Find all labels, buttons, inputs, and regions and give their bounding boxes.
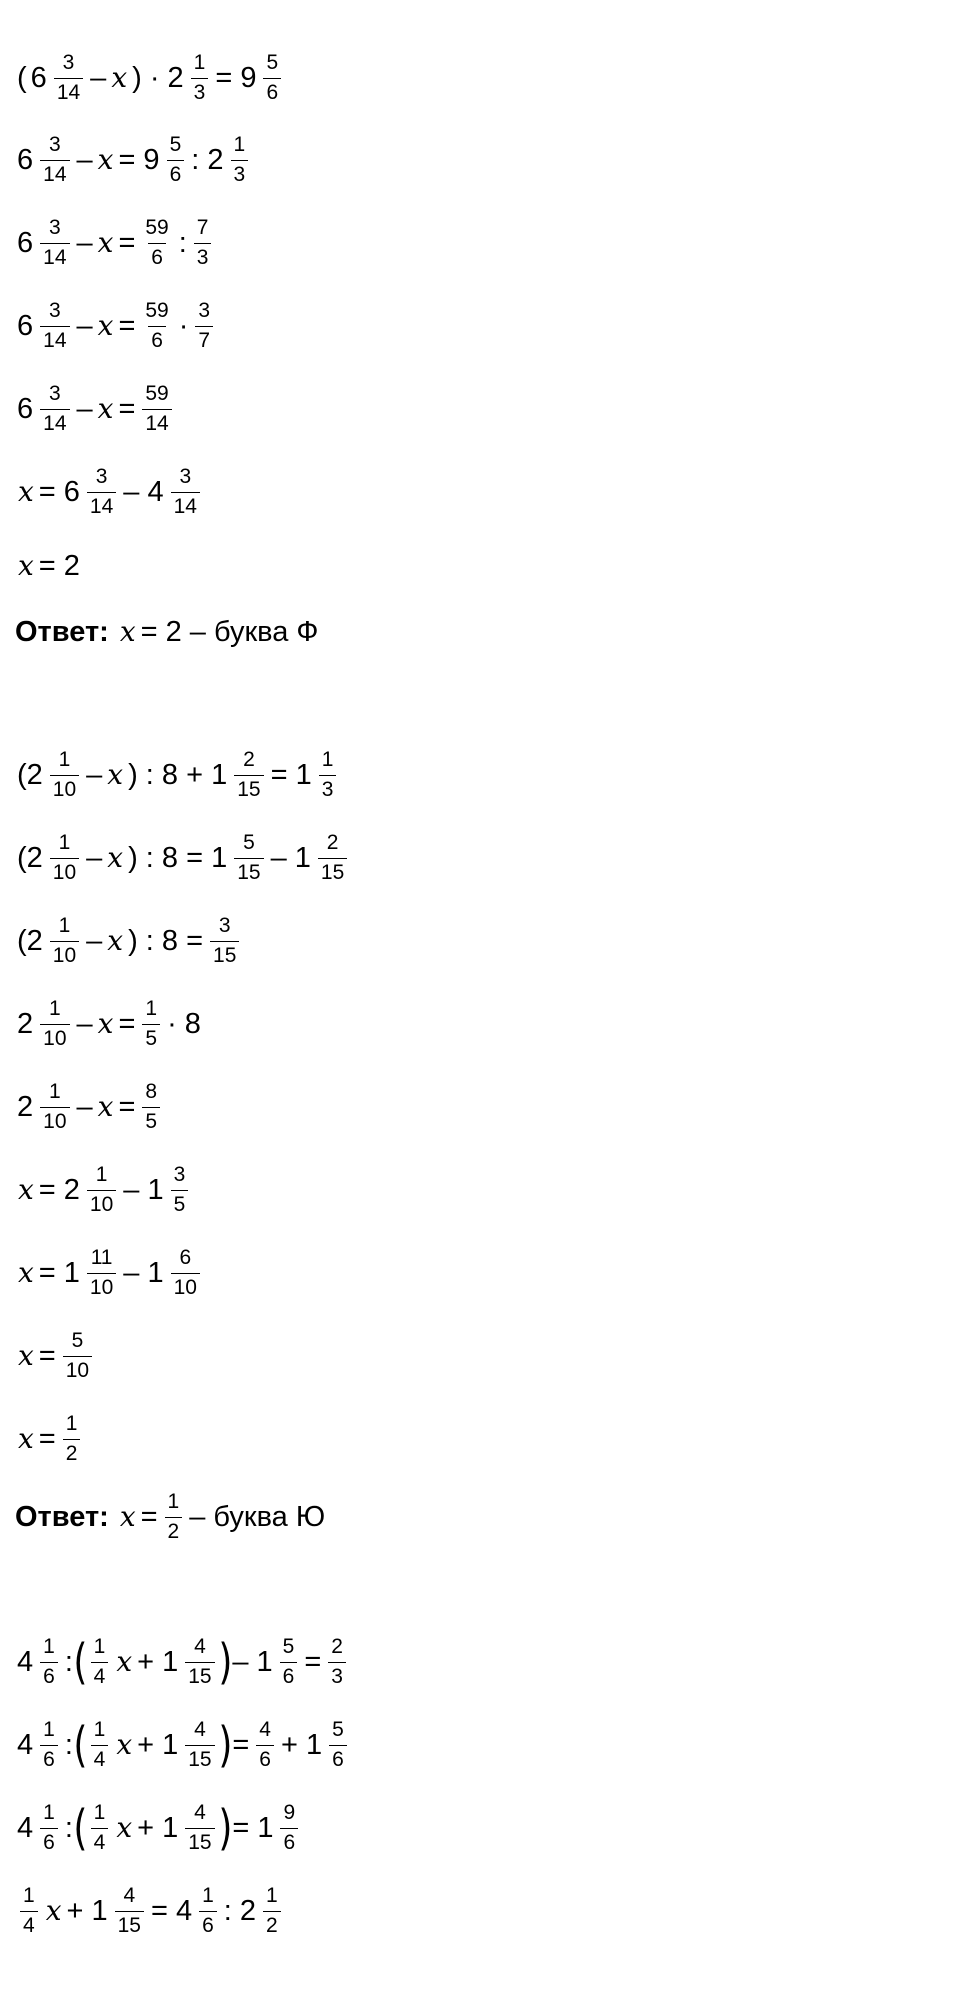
- math-text: = 2: [38, 1173, 80, 1206]
- fraction: [91, 1636, 109, 1687]
- variable: x: [18, 475, 34, 508]
- math-text: –: [76, 143, 93, 176]
- equation-line: [15, 1788, 303, 1868]
- math-text: –: [76, 309, 93, 342]
- equation-line: [15, 1316, 97, 1396]
- fraction: [63, 1413, 81, 1464]
- variable: x: [18, 1339, 34, 1372]
- variable: x: [45, 1894, 62, 1927]
- math-text: = 9: [215, 61, 257, 94]
- math-text: –: [76, 1090, 93, 1123]
- denominator: 10: [40, 1024, 69, 1050]
- denominator: 7: [195, 326, 213, 352]
- math-text: 4: [17, 1645, 34, 1678]
- math-text: =: [38, 1422, 56, 1455]
- numerator: 1: [145, 997, 158, 1021]
- equation-line: [15, 1622, 351, 1702]
- denominator: 10: [40, 1107, 69, 1133]
- math-text: · 8: [167, 1007, 201, 1040]
- variable: x: [97, 226, 114, 259]
- variable: x: [18, 1256, 34, 1289]
- math-text: + 1: [137, 1645, 179, 1678]
- variable: x: [116, 1728, 133, 1761]
- fraction: [210, 915, 239, 966]
- math-text: 6: [30, 61, 47, 94]
- fraction: [87, 1164, 116, 1215]
- denominator: 3: [319, 775, 337, 801]
- variable: x: [97, 143, 114, 176]
- math-text: – 4: [123, 475, 164, 508]
- numerator: 1: [202, 1884, 214, 1908]
- fraction: [256, 1719, 274, 1770]
- numerator: 5: [71, 1329, 84, 1353]
- denominator: 15: [210, 941, 239, 967]
- math-text: ) · 2: [132, 61, 184, 94]
- fraction: [280, 1636, 298, 1687]
- numerator: 4: [194, 1801, 206, 1825]
- fraction: [199, 1885, 217, 1936]
- denominator: 15: [185, 1662, 214, 1688]
- fraction: [142, 217, 171, 268]
- fraction: [263, 52, 281, 103]
- math-text: :: [64, 1645, 73, 1678]
- denominator: 14: [142, 409, 171, 435]
- denominator: 10: [50, 775, 79, 801]
- denominator: 4: [20, 1911, 38, 1937]
- denominator: 6: [199, 1911, 217, 1937]
- math-text: 6: [17, 143, 34, 176]
- math-text: –: [86, 758, 103, 791]
- equation-line: [15, 1705, 352, 1785]
- denominator: 3: [231, 160, 249, 186]
- denominator: 6: [280, 1828, 298, 1854]
- fraction: [167, 134, 185, 185]
- denominator: 4: [91, 1745, 109, 1771]
- fraction: [185, 1802, 214, 1853]
- math-text: – 1: [270, 841, 311, 874]
- math-text: : 2: [191, 143, 224, 176]
- denominator: 15: [234, 858, 263, 884]
- denominator: 15: [234, 775, 263, 801]
- denominator: 14: [40, 409, 69, 435]
- math-text: –: [86, 924, 103, 957]
- numerator: 1: [95, 1163, 108, 1187]
- denominator: 6: [256, 1745, 274, 1771]
- math-text: 6: [17, 392, 34, 425]
- numerator: 1: [58, 831, 71, 855]
- math-text: =: [118, 1090, 136, 1123]
- numerator: 1: [233, 133, 246, 157]
- math-text: = 9: [118, 143, 160, 176]
- math-text: + 1: [137, 1811, 179, 1844]
- math-text: :: [64, 1811, 73, 1844]
- math-text: ) : 8 = 1: [128, 841, 228, 874]
- fraction: [319, 749, 337, 800]
- fraction: [318, 832, 347, 883]
- math-text: (: [17, 61, 27, 94]
- math-text: = 1: [270, 758, 312, 791]
- big-parenthesis: ): [217, 1800, 232, 1856]
- big-parenthesis: (: [73, 1717, 88, 1773]
- denominator: 10: [87, 1273, 116, 1299]
- fraction: [234, 749, 263, 800]
- denominator: 10: [171, 1273, 200, 1299]
- fraction: [165, 1491, 183, 1542]
- equation-line: [15, 1233, 205, 1313]
- math-text: = 1: [232, 1811, 274, 1844]
- equation-line: [15, 984, 203, 1064]
- fraction: [280, 1802, 298, 1853]
- equation-line: [15, 38, 286, 118]
- variable: x: [119, 1500, 136, 1533]
- numerator: 1: [65, 1412, 78, 1436]
- math-text: – 1: [232, 1645, 273, 1678]
- denominator: 15: [318, 858, 347, 884]
- variable: x: [97, 1007, 114, 1040]
- denominator: 6: [148, 243, 166, 269]
- math-text: =: [232, 1728, 250, 1761]
- equation-line: [15, 592, 320, 672]
- fraction: [40, 134, 69, 185]
- numerator: 7: [196, 216, 209, 240]
- fraction: [50, 915, 79, 966]
- denominator: 4: [91, 1828, 109, 1854]
- math-text: (2: [17, 841, 43, 874]
- variable: x: [119, 615, 136, 648]
- denominator: 6: [40, 1662, 58, 1688]
- numerator: 1: [43, 1718, 55, 1742]
- variable: x: [97, 1090, 114, 1123]
- fraction: [185, 1636, 214, 1687]
- numerator: 1: [58, 748, 71, 772]
- math-text: –: [76, 1007, 93, 1040]
- math-text: = 6: [38, 475, 80, 508]
- fraction: [54, 52, 83, 103]
- numerator: 2: [243, 748, 255, 772]
- equation-line: [15, 901, 244, 981]
- variable: x: [116, 1645, 133, 1678]
- numerator: 4: [259, 1718, 271, 1742]
- numerator: 5: [266, 51, 279, 75]
- fraction: [40, 300, 69, 351]
- denominator: 15: [185, 1745, 214, 1771]
- numerator: 1: [93, 1635, 106, 1659]
- equation-line: [15, 286, 218, 366]
- numerator: 3: [173, 1163, 186, 1187]
- math-text: ·: [178, 309, 189, 342]
- fraction: [328, 1636, 346, 1687]
- numerator: 1: [193, 51, 206, 75]
- math-text: =: [140, 1500, 158, 1533]
- fraction: [87, 466, 116, 517]
- denominator: 2: [165, 1517, 183, 1543]
- numerator: 1: [58, 914, 71, 938]
- math-text: = 4: [150, 1894, 193, 1927]
- fraction: [142, 300, 171, 351]
- answer-label: Ответ:: [15, 615, 109, 648]
- fraction: [40, 217, 69, 268]
- math-text: (2: [17, 758, 43, 791]
- fraction: [50, 749, 79, 800]
- fraction: [171, 1164, 189, 1215]
- math-text: + 1: [66, 1894, 108, 1927]
- denominator: 5: [142, 1107, 160, 1133]
- denominator: 6: [280, 1662, 298, 1688]
- numerator: 3: [95, 465, 108, 489]
- equation-line: [15, 120, 253, 200]
- numerator: 3: [62, 51, 75, 75]
- equation-line: [15, 203, 216, 283]
- denominator: 15: [185, 1828, 214, 1854]
- math-text: 6: [17, 309, 34, 342]
- math-text: =: [304, 1645, 322, 1678]
- math-text: –: [76, 226, 93, 259]
- denominator: 2: [263, 1911, 281, 1937]
- numerator: 8: [145, 1080, 158, 1104]
- numerator: 1: [167, 1490, 180, 1514]
- fraction: [234, 832, 263, 883]
- fraction: [231, 134, 249, 185]
- numerator: 1: [23, 1884, 35, 1908]
- variable: x: [18, 1422, 34, 1455]
- denominator: 6: [40, 1745, 58, 1771]
- variable: x: [18, 1173, 34, 1206]
- equation-line: [15, 1477, 327, 1557]
- numerator: 9: [283, 1801, 296, 1825]
- numerator: 4: [194, 1718, 206, 1742]
- math-text: = 2 – буква Ф: [140, 615, 319, 648]
- numerator: 1: [43, 1635, 55, 1659]
- math-text: – буква Ю: [189, 1500, 326, 1533]
- denominator: 5: [171, 1190, 189, 1216]
- fraction: [50, 832, 79, 883]
- denominator: 6: [40, 1828, 58, 1854]
- variable: x: [116, 1811, 133, 1844]
- variable: x: [107, 758, 124, 791]
- math-text: = 1: [38, 1256, 80, 1289]
- math-text: 4: [17, 1728, 34, 1761]
- math-text: – 1: [123, 1173, 164, 1206]
- fraction: [171, 466, 200, 517]
- fraction: [194, 217, 212, 268]
- numerator: 5: [332, 1718, 344, 1742]
- denominator: 6: [148, 326, 166, 352]
- numerator: 3: [48, 216, 61, 240]
- math-text: (2: [17, 924, 43, 957]
- equation-line: [15, 1399, 85, 1479]
- numerator: 59: [145, 382, 169, 406]
- denominator: 3: [328, 1662, 346, 1688]
- fraction: [263, 1885, 281, 1936]
- numerator: 59: [145, 299, 169, 323]
- math-text: 4: [17, 1811, 34, 1844]
- numerator: 6: [179, 1246, 192, 1270]
- denominator: 3: [194, 243, 212, 269]
- numerator: 1: [93, 1718, 106, 1742]
- math-text: ) : 8 =: [128, 924, 204, 957]
- math-text: + 1: [137, 1728, 179, 1761]
- math-text: + 1: [280, 1728, 323, 1761]
- variable: x: [18, 549, 34, 582]
- numerator: 2: [331, 1635, 343, 1659]
- math-text: – 1: [123, 1256, 164, 1289]
- numerator: 3: [179, 465, 192, 489]
- math-text: 2: [17, 1090, 34, 1123]
- numerator: 59: [145, 216, 169, 240]
- denominator: 6: [263, 78, 281, 104]
- math-text: :: [178, 226, 187, 259]
- numerator: 5: [243, 831, 255, 855]
- fraction: [40, 383, 69, 434]
- denominator: 4: [91, 1662, 109, 1688]
- equation-line: [15, 369, 177, 449]
- denominator: 14: [40, 160, 69, 186]
- equation-line: [15, 735, 341, 815]
- denominator: 5: [142, 1024, 160, 1050]
- math-text: =: [38, 1339, 56, 1372]
- math-text: = 2: [38, 549, 80, 582]
- denominator: 14: [87, 492, 116, 518]
- denominator: 14: [40, 326, 69, 352]
- fraction: [40, 1719, 58, 1770]
- numerator: 2: [326, 831, 339, 855]
- math-text: 6: [17, 226, 34, 259]
- numerator: 1: [93, 1801, 106, 1825]
- numerator: 1: [48, 1080, 61, 1104]
- fraction: [91, 1719, 109, 1770]
- fraction: [142, 998, 160, 1049]
- math-text: =: [118, 392, 136, 425]
- variable: x: [107, 841, 124, 874]
- equation-line: [15, 452, 205, 532]
- denominator: 2: [63, 1439, 81, 1465]
- math-text: –: [90, 61, 107, 94]
- numerator: 1: [266, 1884, 278, 1908]
- numerator: 3: [48, 382, 61, 406]
- denominator: 10: [63, 1356, 92, 1382]
- fraction: [195, 300, 213, 351]
- fraction: [171, 1247, 200, 1298]
- numerator: 4: [194, 1635, 206, 1659]
- big-parenthesis: ): [217, 1634, 232, 1690]
- fraction: [40, 1802, 58, 1853]
- numerator: 1: [48, 997, 61, 1021]
- math-text: : 2: [223, 1894, 257, 1927]
- fraction: [142, 1081, 160, 1132]
- denominator: 14: [40, 243, 69, 269]
- numerator: 1: [43, 1801, 55, 1825]
- numerator: 11: [90, 1246, 113, 1270]
- variable: x: [111, 61, 128, 94]
- math-text: :: [64, 1728, 73, 1761]
- denominator: 6: [167, 160, 185, 186]
- math-text: 2: [17, 1007, 34, 1040]
- fraction: [142, 383, 171, 434]
- denominator: 14: [54, 78, 83, 104]
- denominator: 14: [171, 492, 200, 518]
- denominator: 10: [87, 1190, 116, 1216]
- numerator: 1: [321, 748, 334, 772]
- denominator: 10: [50, 941, 79, 967]
- equation-line: [15, 818, 352, 898]
- numerator: 5: [282, 1635, 295, 1659]
- math-text: –: [86, 841, 103, 874]
- math-text: –: [76, 392, 93, 425]
- fraction: [20, 1885, 38, 1936]
- denominator: 15: [115, 1911, 144, 1937]
- answer-label: Ответ:: [15, 1500, 109, 1533]
- math-text: ) : 8 + 1: [128, 758, 228, 791]
- math-text: =: [118, 1007, 136, 1040]
- fraction: [115, 1885, 144, 1936]
- fraction: [329, 1719, 347, 1770]
- denominator: 3: [191, 78, 209, 104]
- fraction: [191, 52, 209, 103]
- numerator: 5: [169, 133, 182, 157]
- equation-line: [15, 1067, 165, 1147]
- equation-line: [15, 1871, 286, 1951]
- denominator: 6: [329, 1745, 347, 1771]
- numerator: 3: [48, 133, 61, 157]
- numerator: 4: [123, 1884, 136, 1908]
- big-parenthesis: (: [73, 1634, 88, 1690]
- big-parenthesis: ): [217, 1717, 232, 1773]
- fraction: [40, 1081, 69, 1132]
- math-text: =: [118, 309, 136, 342]
- numerator: 3: [218, 914, 231, 938]
- fraction: [185, 1719, 214, 1770]
- variable: x: [97, 392, 114, 425]
- math-text: =: [118, 226, 136, 259]
- fraction: [63, 1330, 92, 1381]
- denominator: 10: [50, 858, 79, 884]
- numerator: 3: [198, 299, 211, 323]
- fraction: [91, 1802, 109, 1853]
- fraction: [87, 1247, 116, 1298]
- equation-line: [15, 1150, 193, 1230]
- fraction: [40, 1636, 58, 1687]
- big-parenthesis: (: [73, 1800, 88, 1856]
- variable: x: [97, 309, 114, 342]
- variable: x: [107, 924, 124, 957]
- numerator: 3: [48, 299, 61, 323]
- fraction: [40, 998, 69, 1049]
